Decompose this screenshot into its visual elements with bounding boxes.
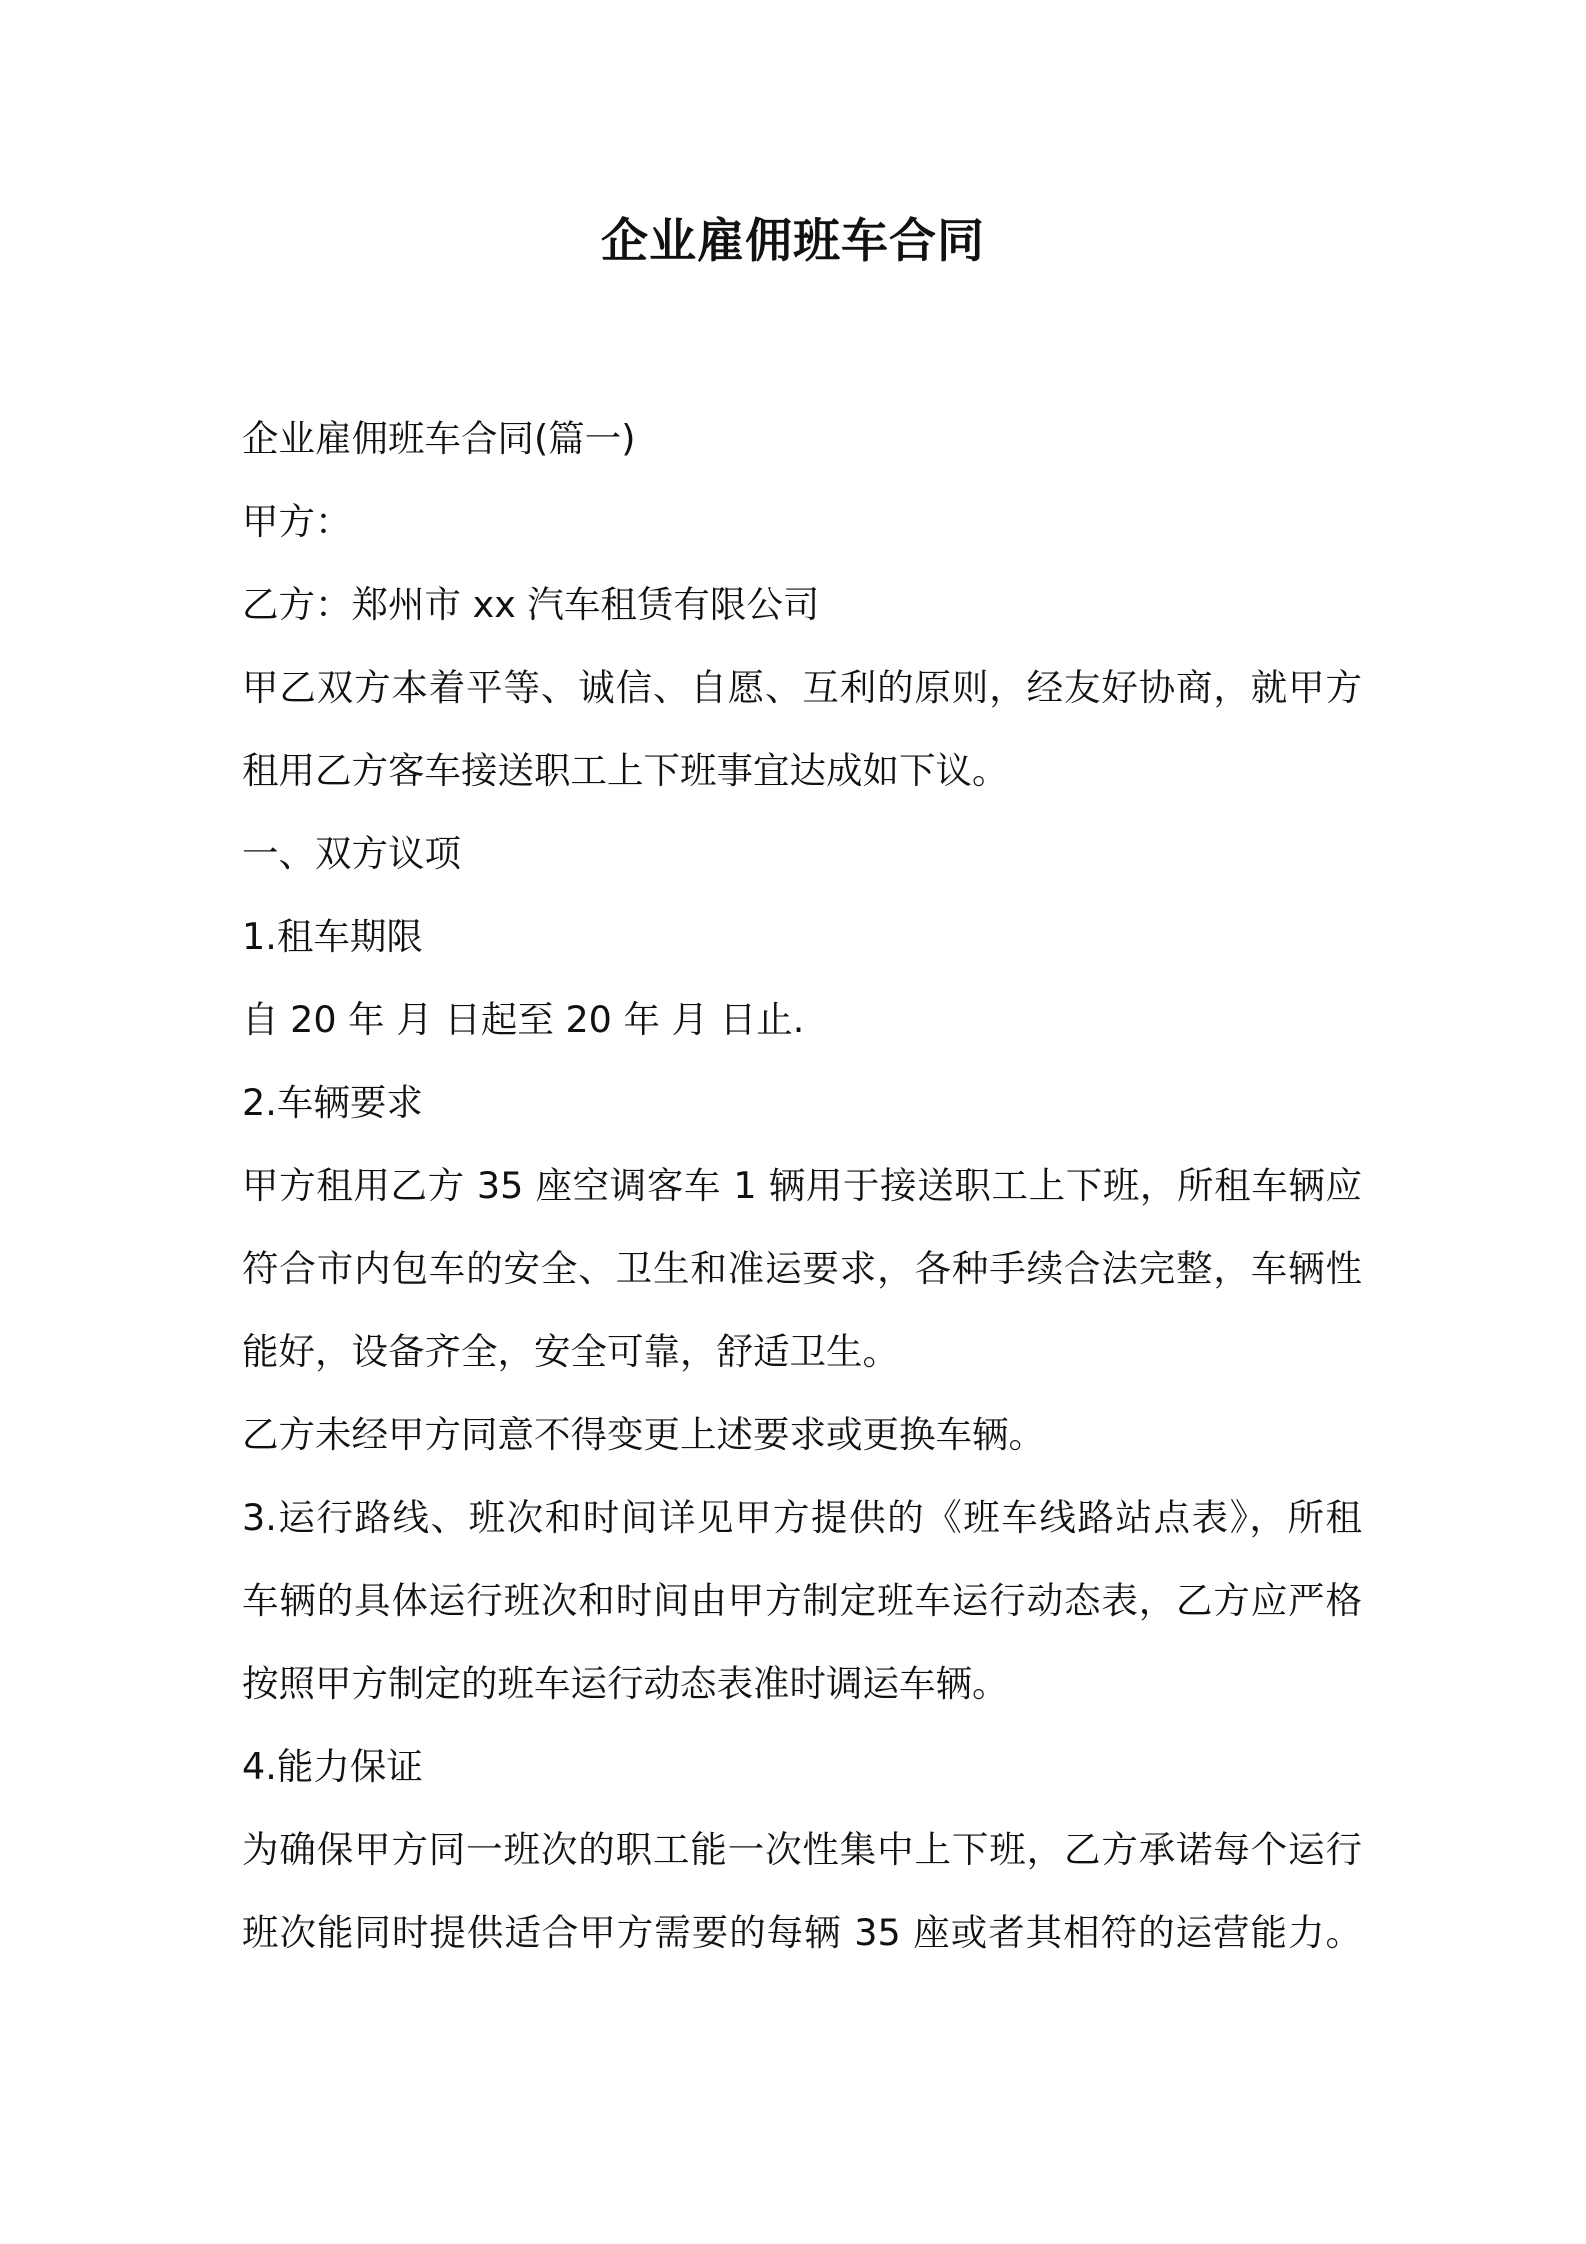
clause-heading: 1.租车期限: [242, 915, 423, 958]
body-text-line: 租用乙方客车接送职工上下班事宜达成如下议。: [242, 749, 1009, 792]
body-text-line: 甲乙双方本着平等、诚信、自愿、互利的原则，经友好协商，就甲方: [242, 666, 1362, 709]
party-a-line: 甲方：: [242, 500, 352, 543]
clause-heading: 4.能力保证: [242, 1745, 423, 1788]
body-text-line: 车辆的具体运行班次和时间由甲方制定班车运行动态表，乙方应严格: [242, 1579, 1362, 1622]
body-text-line: 按照甲方制定的班车运行动态表准时调运车辆。: [242, 1662, 1009, 1705]
body-text-line: 自 20 年 月 日起至 20 年 月 日止.: [242, 998, 805, 1041]
document-title: 企业雇佣班车合同: [601, 214, 985, 269]
body-text-line: 为确保甲方同一班次的职工能一次性集中上下班，乙方承诺每个运行: [242, 1828, 1362, 1871]
section-heading: 企业雇佣班车合同(篇一): [242, 417, 636, 460]
body-text-line: 甲方租用乙方 35 座空调客车 1 辆用于接送职工上下班，所租车辆应: [242, 1164, 1362, 1207]
body-text-line: 班次能同时提供适合甲方需要的每辆 35 座或者其相符的运营能力。: [242, 1911, 1362, 1954]
body-text-line: 能好，设备齐全，安全可靠，舒适卫生。: [242, 1330, 899, 1373]
party-b-line: 乙方：郑州市 xx 汽车租赁有限公司: [242, 583, 820, 626]
body-text-line: 符合市内包车的安全、卫生和准运要求，各种手续合法完整，车辆性: [242, 1247, 1362, 1290]
clause-heading: 2.车辆要求: [242, 1081, 423, 1124]
clause-heading: 一、双方议项: [242, 832, 461, 875]
body-text-line: 乙方未经甲方同意不得变更上述要求或更换车辆。: [242, 1413, 1045, 1456]
body-text-line: 3.运行路线、班次和时间详见甲方提供的《班车线路站点表》，所租: [242, 1496, 1362, 1539]
